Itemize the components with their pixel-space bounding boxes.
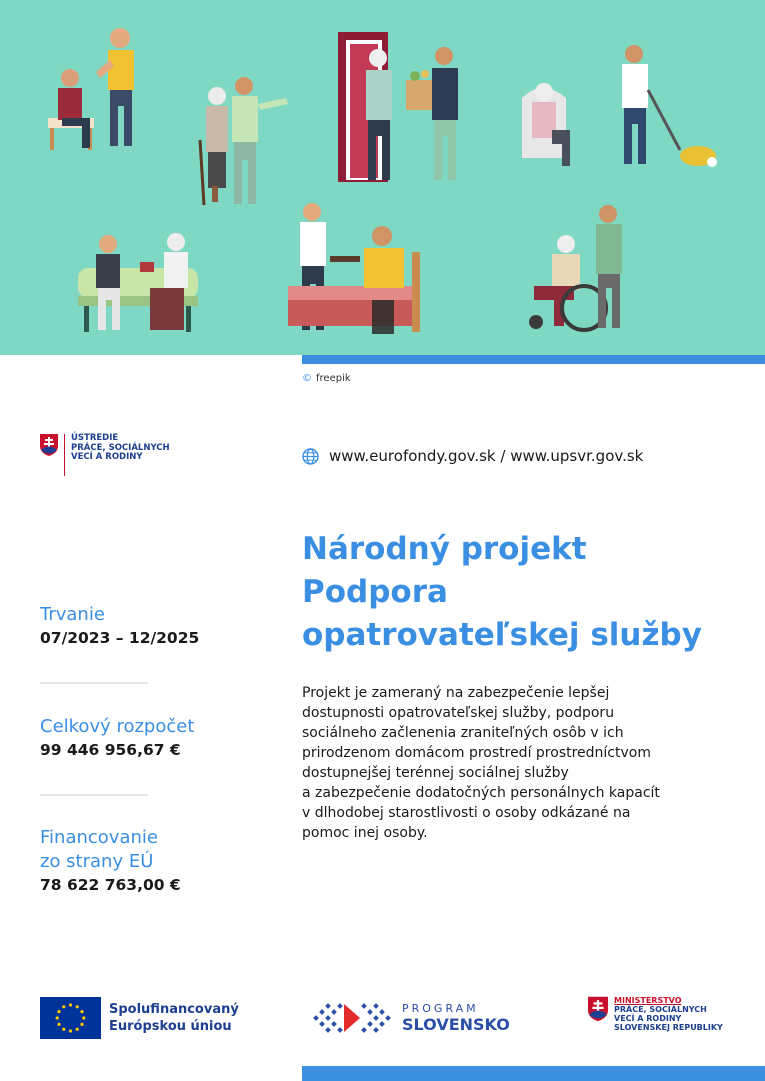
title-line: opatrovateľskej služby [302, 617, 702, 653]
ministry-line: MINISTERSTVO [614, 996, 682, 1005]
image-credit [302, 373, 351, 384]
scene-helping-seated-man [48, 28, 134, 150]
duration-block [40, 603, 280, 649]
project-description [302, 683, 702, 843]
budget-block [40, 715, 280, 761]
description-line: dostupnejšej terénnej sociálnej služby [302, 765, 569, 781]
eu-funding-label: Financovanie [40, 827, 158, 848]
eu-line: Spolufinancovaný [109, 1002, 239, 1017]
description-line: dostupnosti opatrovateľskej služby, podporu [302, 705, 615, 721]
upsvr-line: VECÍ A RODINY [71, 452, 143, 462]
eu-flag-icon [40, 997, 101, 1039]
program-slovensko-text [402, 1002, 510, 1034]
scene-visiting-on-sofa [78, 233, 198, 332]
bottom-accent-bar [302, 1066, 765, 1081]
eu-cofinanced-logo [40, 997, 239, 1039]
program-label: PROGRAM [402, 1002, 479, 1015]
eu-funding-value: 78 622 763,00 € [40, 876, 181, 894]
credit-text: freepik [316, 373, 351, 384]
title-line: Podpora [302, 574, 448, 610]
scene-walking-with-cane [200, 77, 288, 205]
upsvr-line: PRÁCE, SOCIÁLNYCH [71, 442, 170, 453]
ministry-logo [588, 996, 723, 1032]
scene-wheelchair-assist [529, 205, 622, 330]
budget-value: 99 446 956,67 € [40, 741, 181, 759]
facts-divider [40, 682, 148, 684]
scene-grocery-delivery [338, 32, 458, 182]
budget-label: Celkový rozpočet [40, 716, 195, 737]
hero-illustration [0, 0, 765, 355]
ministry-line: PRÁCE, SOCIÁLNYCH [614, 1005, 707, 1014]
scene-bedside-care [288, 203, 420, 334]
program-slovensko-logo [310, 996, 510, 1040]
description-line: a zabezpečenie dodatočných personálnych kapacít [302, 785, 660, 801]
slovak-coat-of-arms-icon [588, 996, 608, 1022]
top-accent-bar [302, 355, 765, 364]
description-line: pomoc inej osoby. [302, 825, 428, 841]
upsvr-logo-text [71, 434, 191, 463]
title-line: Národný projekt [302, 531, 587, 567]
eu-logo-text [109, 1001, 239, 1035]
eu-funding-block [40, 826, 280, 896]
description-line: sociálneho začlenenia zraniteľných osôb v ich [302, 725, 624, 741]
project-title [302, 528, 742, 657]
eu-line: Európskou úniou [109, 1019, 232, 1034]
eu-funding-label: zo strany EÚ [40, 851, 154, 872]
facts-divider [40, 794, 148, 796]
ministry-line: SLOVENSKEJ REPUBLIKY [614, 1023, 723, 1032]
website-text[interactable]: www.eurofondy.gov.sk / www.upsvr.gov.sk [329, 447, 644, 465]
website-links[interactable] [302, 447, 643, 465]
ministry-logo-text [614, 996, 723, 1032]
program-slovensko-mark-icon [310, 996, 392, 1040]
slovensko-label: SLOVENSKO [402, 1015, 510, 1034]
copyright-symbol: © [302, 373, 312, 384]
logo-divider [64, 434, 65, 476]
duration-label: Trvanie [40, 604, 105, 625]
caregiving-scenes-illustration [0, 0, 765, 355]
upsvr-logo [40, 434, 191, 476]
slovak-coat-of-arms-icon [40, 434, 58, 456]
description-line: prirodzenom domácom prostredí prostredníctvom [302, 745, 651, 761]
scene-housekeeping [522, 45, 717, 167]
globe-icon [302, 448, 319, 465]
description-line: v dlhodobej starostlivosti o osoby odkázané na [302, 805, 631, 821]
ministry-line: VECÍ A RODINY [614, 1014, 682, 1023]
upsvr-line: ÚSTREDIE [71, 433, 119, 443]
description-line: Projekt je zameraný na zabezpečenie lepšej [302, 685, 610, 701]
duration-value: 07/2023 – 12/2025 [40, 629, 200, 647]
